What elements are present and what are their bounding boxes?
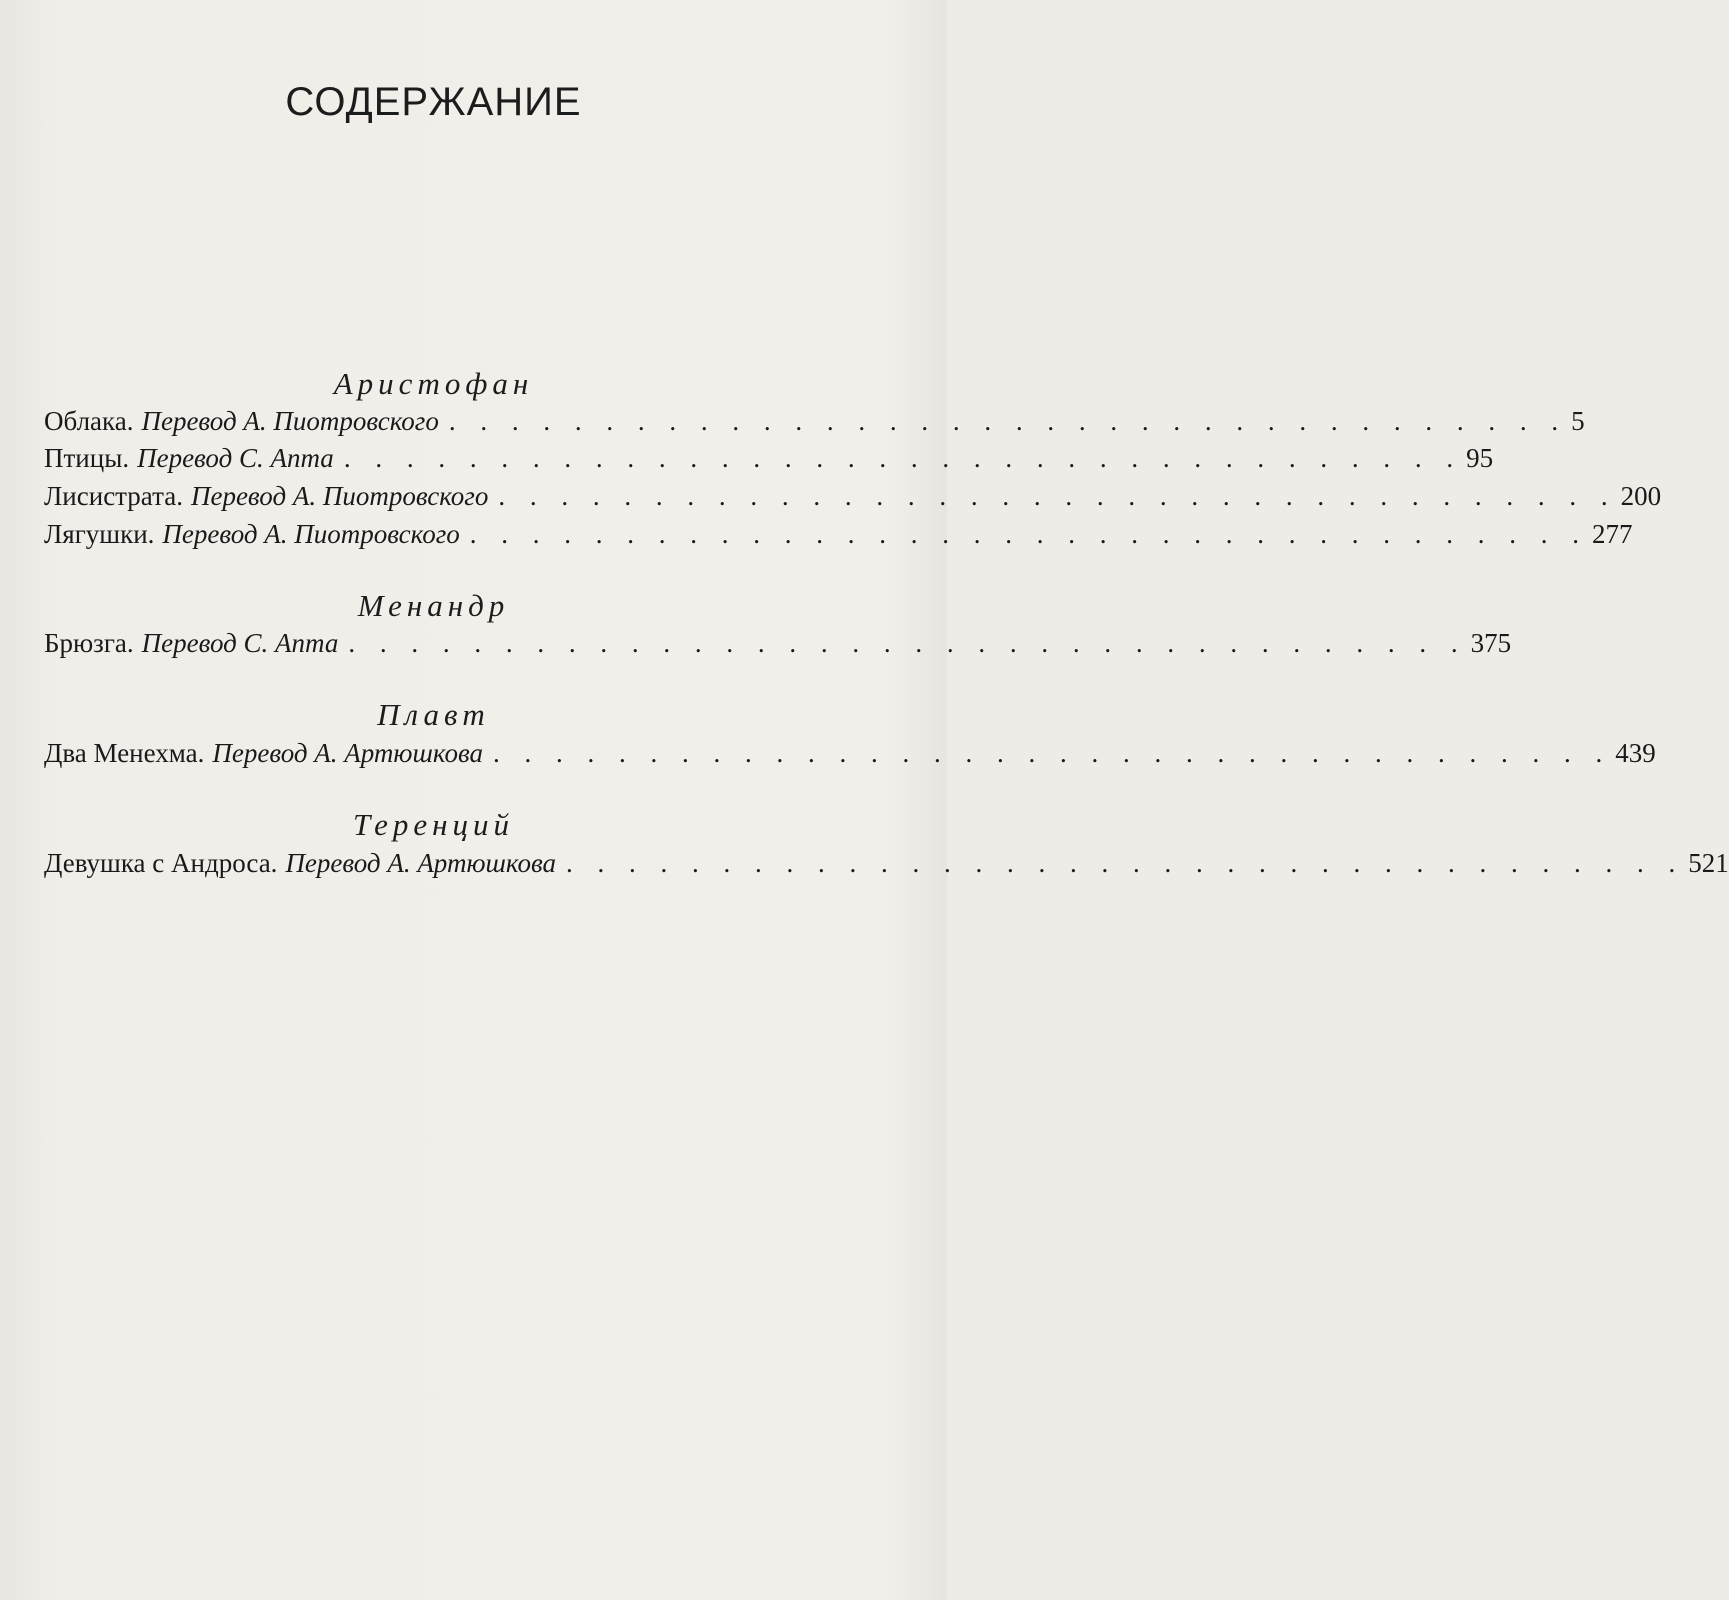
- translator: Перевод С. Апта: [137, 443, 334, 473]
- dot-leader: . . . . . . . . . . . . . . . . . . . . . . . . . . . . . . . . . . . .: [448, 406, 1568, 436]
- page-number: 439: [1615, 738, 1656, 768]
- work-title: Лягушки.: [44, 519, 155, 549]
- page-number: 521: [1688, 848, 1729, 878]
- translator: Перевод А. Пиотровского: [190, 481, 489, 511]
- toc-entry[interactable]: [44, 738, 1656, 774]
- translator: Перевод С. Апта: [141, 628, 339, 658]
- work-title: Девушка с Андроса.: [44, 848, 278, 878]
- toc-entry[interactable]: [44, 848, 1729, 884]
- page-number: 375: [1470, 628, 1512, 658]
- dot-leader: . . . . . . . . . . . . . . . . . . . . . . . . . . . . . . . . . . . .: [469, 519, 1589, 549]
- show-through-text: [60, 128, 860, 154]
- work-title: Лисистрата.: [44, 481, 183, 511]
- toc-entry[interactable]: [44, 443, 1494, 479]
- work-title: Облака.: [44, 406, 134, 436]
- translator: Перевод А. Артюшкова: [212, 738, 483, 768]
- work-title: Два Менехма.: [44, 738, 205, 768]
- page-number: 5: [1571, 406, 1585, 436]
- translator: Перевод А. Артюшкова: [285, 848, 557, 878]
- translator: Перевод А. Пиотровского: [141, 406, 439, 436]
- section-heading-terence: Теренций: [352, 807, 515, 842]
- dot-leader: . . . . . . . . . . . . . . . . . . . . . . . . . . . . . . . . . . . .: [566, 848, 1685, 878]
- work-title: Брюзга.: [44, 628, 134, 658]
- page-number: 277: [1592, 519, 1633, 549]
- section-heading-aristophanes: Аристофан: [333, 366, 534, 401]
- work-title: Птицы.: [44, 443, 130, 473]
- toc-entry[interactable]: [44, 481, 1662, 517]
- dot-leader: . . . . . . . . . . . . . . . . . . . . . . . . . . . . . . . . . . . .: [492, 738, 1612, 768]
- dot-leader: . . . . . . . . . . . . . . . . . . . . . . . . . . . . . . . . . . . .: [498, 481, 1617, 511]
- toc-entry[interactable]: [44, 406, 1585, 442]
- page-title: СОДЕРЖАНИЕ: [285, 80, 582, 124]
- translator: Перевод А. Пиотровского: [162, 519, 460, 549]
- toc-entry[interactable]: [44, 628, 1512, 664]
- section-heading-menander: Менандр: [357, 588, 510, 623]
- page-number: 95: [1466, 443, 1494, 473]
- toc-entry[interactable]: [44, 519, 1633, 555]
- dot-leader: . . . . . . . . . . . . . . . . . . . . . . . . . . . . . . . . . . . .: [348, 628, 1467, 658]
- section-heading-plautus: Плавт: [377, 697, 490, 732]
- dot-leader: . . . . . . . . . . . . . . . . . . . . . . . . . . . . . . . . . . . .: [343, 443, 1463, 473]
- page-number: 200: [1620, 481, 1662, 511]
